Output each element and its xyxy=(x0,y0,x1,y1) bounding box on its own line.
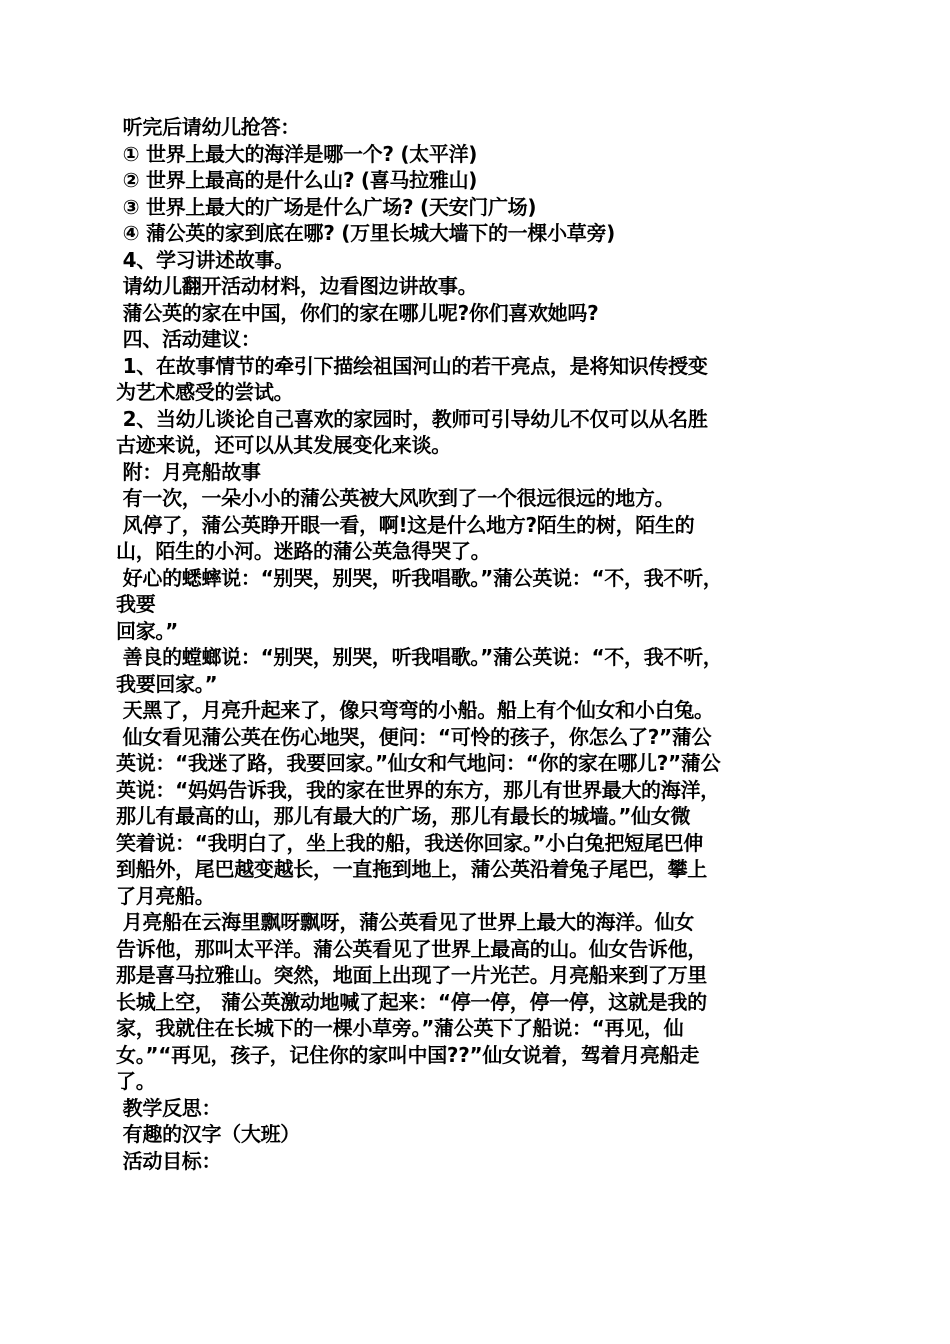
text-line: 古迹来说，还可以从其发展变化来谈。 xyxy=(116,433,451,457)
text-line: 教学反思： xyxy=(116,1095,222,1120)
text-line: 1、在故事情节的牵引下描绘祖国河山的若干亮点，是将知识传授变 xyxy=(116,353,708,378)
text-line: 长城上空， 蒲公英激动地喊了起来：“停一停，停一停，这就是我的 xyxy=(116,989,707,1014)
text-line: 2、当幼儿谈论自己喜欢的家园时，教师可引导幼儿不仅可以从名胜 xyxy=(116,406,708,431)
text-line: 为艺术感受的尝试。 xyxy=(116,380,294,404)
text-line: 仙女看见蒲公英在伤心地哭，便问：“可怜的孩子，你怎么了?”蒲公 xyxy=(116,724,712,749)
text-line: ④ 蒲公英的家到底在哪? (万里长城大墙下的一棵小草旁) xyxy=(116,221,616,245)
document-body xyxy=(116,114,838,1174)
text-line: 到船外，尾巴越变越长，一直拖到地上，蒲公英沿着兔子尾巴，攀上 xyxy=(116,857,707,881)
text-line: 英说：“妈妈告诉我，我的家在世界的东方，那儿有世界最大的海洋， xyxy=(116,777,720,802)
text-line: 四、活动建议： xyxy=(116,327,261,351)
text-line: 山，陌生的小河。迷路的蒲公英急得哭了。 xyxy=(116,539,491,563)
text-line: 女。”“再见，孩子，记住你的家叫中国??”仙女说着，驾着月亮船走 xyxy=(116,1042,700,1067)
text-line: 活动目标： xyxy=(116,1148,222,1173)
text-line: 月亮船在云海里飘呀飘呀，蒲公英看见了世界上最大的海洋。仙女 xyxy=(116,910,694,934)
text-line: 有一次，一朵小小的蒲公英被大风吹到了一个很远很远的地方。 xyxy=(116,486,675,510)
text-line: 4、学习讲述故事。 xyxy=(116,247,294,272)
text-line: ① 世界上最大的海洋是哪一个? (太平洋) xyxy=(116,141,478,166)
text-line: 附：月亮船故事 xyxy=(116,459,261,484)
text-line: 好心的蟋蟀说：“别哭，别哭，听我唱歌。”蒲公英说：“不，我不听， xyxy=(116,565,723,590)
text-line: 英说：“我迷了路，我要回家。”仙女和气地问：“你的家在哪儿?”蒲公 xyxy=(116,751,721,775)
text-line: 回家。” xyxy=(116,618,178,643)
text-line: 蒲公英的家在中国，你们的家在哪儿呢?你们喜欢她吗? xyxy=(116,300,599,325)
text-line: 请幼儿翻开活动材料，边看图边讲故事。 xyxy=(116,274,478,298)
text-line: 我要 xyxy=(116,592,156,616)
text-line: 告诉他，那叫太平洋。蒲公英看见了世界上最高的山。仙女告诉他， xyxy=(116,936,707,961)
text-line: 风停了，蒲公英睁开眼一看，啊!这是什么地方?陌生的树，陌生的 xyxy=(116,512,695,537)
text-line: 善良的螳螂说：“别哭，别哭，听我唱歌。”蒲公英说：“不，我不听， xyxy=(116,645,723,669)
text-line: ② 世界上最高的是什么山? (喜马拉雅山) xyxy=(116,168,478,192)
text-line: 了月亮船。 xyxy=(116,883,215,908)
text-line: 了。 xyxy=(116,1069,156,1093)
text-line: 家，我就住在长城下的一棵小草旁。”蒲公英下了船说：“再见，仙 xyxy=(116,1016,684,1040)
text-line: 我要回家。” xyxy=(116,671,218,696)
text-line: 有趣的汉字（大班） xyxy=(116,1122,300,1146)
text-line: 笑着说：“我明白了，坐上我的船，我送你回家。”小白兔把短尾巴伸 xyxy=(116,830,703,855)
text-line: 那是喜马拉雅山。突然，地面上出现了一片光芒。月亮船来到了万里 xyxy=(116,963,707,987)
text-line: ③ 世界上最大的广场是什么广场? (天安门广场) xyxy=(116,194,537,219)
text-line: 那儿有最高的山，那儿有最大的广场，那儿有最长的城墙。”仙女微 xyxy=(116,804,691,828)
text-line: 听完后请幼儿抢答： xyxy=(116,115,300,139)
text-line: 天黑了，月亮升起来了，像只弯弯的小船。船上有个仙女和小白兔。 xyxy=(116,698,714,722)
